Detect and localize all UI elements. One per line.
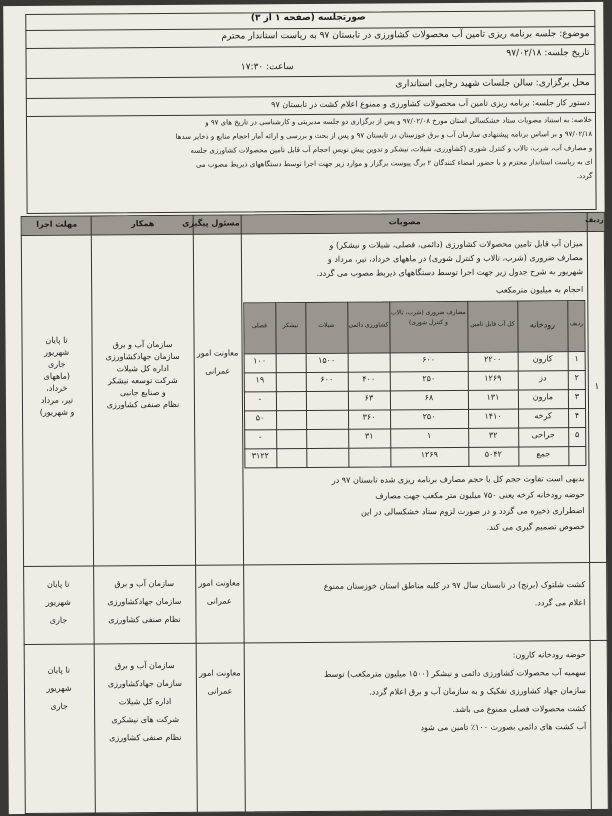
document-page xyxy=(3,2,609,814)
meeting-subject: موضوع: جلسه برنامه ریزی تامین آب محصولات کشاورزی در تابستان ۹۷ به ریاست استاندار محترم xyxy=(221,29,590,42)
subtable-cell: ۳۲ xyxy=(488,430,498,440)
subtable-cell: ۲۵۰ xyxy=(422,374,436,384)
col-header-responsible: مسئول پیگیری xyxy=(182,218,240,228)
subtable-header-sugarcane: نیشکر xyxy=(282,322,299,330)
row3-text-4: کشت محصولات فصلی ممنوع می باشد. xyxy=(452,704,587,714)
subtable-header-fisheries: شیلات xyxy=(318,321,335,329)
row1-note-3: اضطراری ذخیره می گردد و در صورت لزوم ستاد خشکسالی در این xyxy=(361,506,585,517)
subtable-header-permanent: کشاورزی دائمی xyxy=(348,321,389,329)
subtable-cell: ۱ xyxy=(574,354,579,364)
subtable-cell: ۳۱۲۲ xyxy=(251,451,269,461)
page-title: صورتجلسه (صفحه ۱ از ۳) xyxy=(250,12,366,24)
row1-deadline xyxy=(23,336,90,417)
col-header-index: ردیف xyxy=(585,215,604,225)
row1-note-2: حوضه رودخانه کرخه یعنی ۷۵۰ میلیون متر مکعب جهت مصارف xyxy=(375,490,585,501)
subtable-cell: ۲۵۰ xyxy=(422,412,436,422)
row3-partner-2: سازمان جهادکشاورزی xyxy=(107,678,182,689)
row3-deadline-1: تا پایان xyxy=(47,665,71,675)
subtable-header-essential: مصارف ضروری (شرب، تالاب و کنترل شوری) xyxy=(390,308,466,327)
subtable-cell: ۱۵۰۰ xyxy=(318,355,336,365)
subtable-cell: ۵ xyxy=(575,430,580,440)
subtable-cell: دز xyxy=(539,373,547,383)
row1-partner-2: سازمان جهادکشاورزی xyxy=(105,351,180,362)
subtable-cell: - xyxy=(258,432,262,442)
row1-deadline-1: تا پایان xyxy=(45,335,68,345)
subtable-cell: ۶۰۰ xyxy=(320,374,334,384)
row1-deadline-7: و شهریور) xyxy=(39,407,75,417)
summary-line-5: گردد. xyxy=(576,171,593,181)
row3-partner-1: سازمان آب و برق xyxy=(114,660,175,671)
subtable-cell: ۶۰۰ xyxy=(422,355,436,365)
meeting-time: ساعت: ۱۷:۳۰ xyxy=(240,62,294,73)
subtable-cell: ۲۲۰۰ xyxy=(484,354,502,364)
row2-partner-2: سازمان جهادکشاورزی xyxy=(107,596,182,607)
row3-responsible: معاونت امور عمرانی xyxy=(199,668,241,696)
row3-text-3: سازمان جهاد کشاورزی تفکیک و به سازمان آب و برق اعلام گردد. xyxy=(369,686,587,697)
row2-partner-3: نظام صنفی کشاورزی xyxy=(108,614,181,625)
subtable-cell: ۲ xyxy=(574,373,579,383)
row2-deadline-2: شهریور xyxy=(45,597,71,607)
meeting-date: تاریخ جلسه: ۹۷/۰۲/۱۸ xyxy=(506,48,590,59)
row3-partner-3: اداره کل شیلات xyxy=(118,696,172,707)
subtable-cell: ۶۸ xyxy=(424,393,434,403)
row1-deadline-4: (ماههای xyxy=(43,371,71,381)
meeting-venue: محل برگزاری: سالن جلسات شهید رجایی استانداری xyxy=(395,78,590,90)
subtable-header-seasonal: فصلی xyxy=(251,322,267,330)
row3-text-5: آب کشت های دائمی بصورت ۱۰۰٪ تامین می شود xyxy=(420,722,587,733)
subtable-cell: ۱۴۱۰ xyxy=(484,411,502,421)
subtable-cell: کارون xyxy=(532,354,553,364)
subtable-cell: ۳ xyxy=(574,392,580,402)
row1-note-1: بدیهی است تفاوت حجم کل با حجم مصارف برنامه ریزی شده تابستان ۹۷ در xyxy=(331,474,585,485)
subtable-cell: ۱۲۶۹ xyxy=(484,373,502,383)
row1-deadline-2: شهریور xyxy=(44,347,70,357)
subtable-cell: ۴۰۰ xyxy=(362,374,376,384)
subtable-cell: ۱ xyxy=(427,431,432,441)
subtable-cell: ۱۳۱ xyxy=(486,392,500,402)
row1-text-3: شهریور به شرح جدول زیر جهت اجرا توسط دستگاههای ذیربط مصوب می گردد. xyxy=(316,267,584,278)
subtable-cell: ۴ xyxy=(574,411,580,421)
row3-deadline-3: جاری xyxy=(50,701,68,711)
subtable-cell: ۱۲۶۹ xyxy=(420,450,438,460)
row1-note-4: خصوص تصمیم گیری می کند. xyxy=(486,522,585,532)
row3-text-1: حوضه رودخانه کارون: xyxy=(512,650,586,660)
row1-responsible: معاونت امور عمرانی xyxy=(196,348,239,376)
row1-text-2: مصارف ضروری (شرب، تالاب و کنترل شوری) در ماههای خرداد، تیر، مرداد و xyxy=(327,253,583,264)
subtable-cell: - xyxy=(258,394,262,404)
row1-partners xyxy=(94,340,192,410)
row1-deadline-3: جاری xyxy=(47,359,66,369)
col-header-resolutions: مصوبات xyxy=(388,217,421,227)
subtable-cell: جراحی xyxy=(531,430,555,440)
summary-line-3: و مصارف آب، شرب، تالاب و کنترل شوری (کشاورزی، شیلات، نیشکر و تدوین پیش نویس احجام آب قابل تامین محصولات کشاورزی جلسه xyxy=(190,143,593,155)
subtable-cell: ۵۰۴۲ xyxy=(484,449,502,459)
row3-partner-5: نظام صنفی کشاورزی xyxy=(109,732,182,743)
row2-deadline-3: جاری xyxy=(49,615,68,625)
summary-line-2: ۹۷/۰۲/۱۸ و بر اساس برنامه پیشنهادی سازمان آب و برق خوزستان در تابستان ۹۷ و پس از بحث و بررسی و ارائه آمار احجام منابع و ذخایر سدها xyxy=(175,129,593,141)
row1-partner-1: سازمان آب و برق xyxy=(112,339,173,350)
row2-partner-1: سازمان آب و برق xyxy=(114,578,175,589)
meeting-agenda: دستور کار جلسه: برنامه ریزی تامین آب محصولات کشاورزی و ممنوع اعلام کشت در تابستان ۹۷ xyxy=(271,98,590,110)
subtable-cell: کرخه xyxy=(534,411,552,421)
row2-text-1: کشت شلتوک (برنج) در تابستان سال ۹۷ در کلیه مناطق استان خوزستان ممنوع xyxy=(323,580,586,591)
col-header-deadline: مهلت اجرا xyxy=(36,219,78,229)
row2-deadline-1: تا پایان xyxy=(46,579,70,589)
row1-partner-3: اداره کل شیلات xyxy=(116,363,169,374)
subtable-cell: ۵۰ xyxy=(255,413,265,423)
row2-text-2: اعلام می گردد. xyxy=(534,598,586,608)
subtable-cell: ۶۳ xyxy=(364,393,374,403)
summary-line-1: خلاصه: به استناد مصوبات ستاد خشکسالی استان مورخ ۹۷/۰۲/۰۸ و پس از برگزاری دو جلسه مدیریتی و کارشناسی در تاریخ های ۹۷ و xyxy=(205,115,593,127)
row3-text-2: سهمیه آب محصولات کشاورزی دائمی و نیشکر (۱۵۰۰ میلیون مترمکعب) توسط xyxy=(323,668,586,679)
subtable-header-river: رودخانه xyxy=(529,320,556,330)
row3-partner-4: شرکت های نیشکری xyxy=(111,714,180,725)
subtable-cell: ۱۰۰ xyxy=(253,356,267,366)
row1-deadline-6: تیر، مرداد xyxy=(40,395,74,405)
row1-partner-6: نظام صنفی کشاورزی xyxy=(106,399,180,410)
summary-line-4: ای به ریاست استاندار محترم و با حضور امضاء کنندگان ۲ برگ پیوست برگزار و موارد زیر جهت اجرا توسط دستگاههای ذیربط مصوب می xyxy=(195,157,593,169)
row1-partner-5: و صنایع جانبی xyxy=(119,387,166,398)
subtable-header-index: ردیف xyxy=(569,320,584,328)
row3-deadline-2: شهریور xyxy=(46,683,72,693)
row1-deadline-5: خرداد، xyxy=(46,383,68,393)
row1-index: ۱ xyxy=(594,381,600,392)
subtable-cell: جمع xyxy=(536,449,551,459)
row2-responsible: معاونت امور عمرانی xyxy=(198,578,241,606)
row1-text-1: میزان آب قابل تامین محصولات کشاورزی (دائمی، فصلی، شیلات و نیشکر) و xyxy=(329,239,583,250)
col-header-partners: همکار xyxy=(131,219,155,229)
subtable-cell: ۱۹ xyxy=(255,375,265,385)
subtable-cell: ۳۶۰ xyxy=(362,412,376,422)
row1-partner-4: شرکت توسعه نیشکر xyxy=(107,375,178,386)
subtable-caption: احجام به میلیون مترمکعب xyxy=(495,285,584,295)
subtable-cell: مارون xyxy=(532,392,554,402)
subtable-header-total: کل آب قابل تامین xyxy=(470,320,515,328)
subtable-cell: ۳۱ xyxy=(364,431,374,441)
